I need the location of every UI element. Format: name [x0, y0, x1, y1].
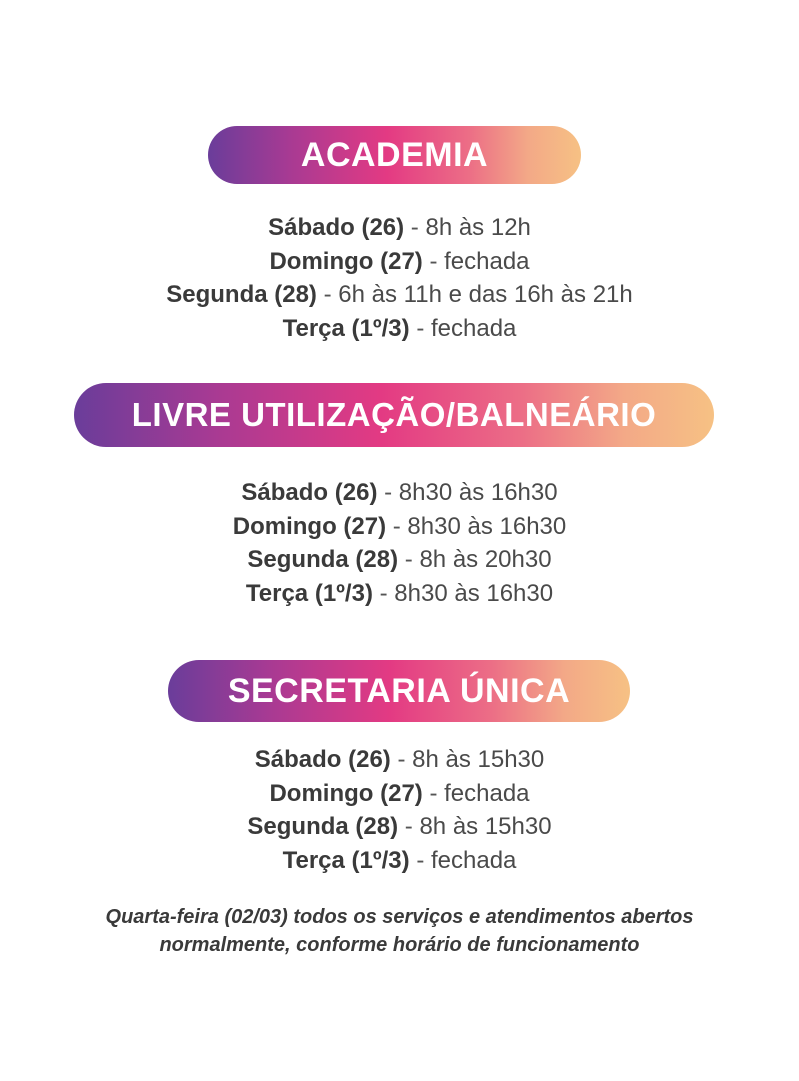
separator: - [323, 281, 332, 308]
day-label: Domingo (27) [232, 512, 387, 540]
separator: - [392, 512, 401, 540]
day-label: Domingo (27) [269, 779, 423, 807]
schedule-row [0, 245, 799, 279]
separator: - [410, 214, 419, 241]
schedule-row [0, 278, 799, 312]
time-value: 8h às 20h30 [419, 546, 552, 573]
day-label: Segunda (28) [247, 813, 399, 840]
time-value: 8h30 às 16h30 [394, 579, 554, 607]
schedule-row [0, 211, 799, 245]
time-value: 8h às 15h30 [412, 746, 545, 773]
time-value: fechada [444, 779, 530, 807]
day-label: Sábado (26) [254, 746, 391, 773]
time-value: fechada [444, 247, 530, 275]
academia-title: ACADEMIA [300, 135, 489, 174]
time-value: fechada [430, 846, 517, 874]
day-label: Terça (1º/3) [282, 846, 410, 874]
separator: - [429, 247, 438, 275]
day-label: Domingo (27) [269, 247, 423, 275]
schedule-row [0, 810, 799, 844]
footer-note-line-1: Quarta-feira (02/03) todos os serviços e atendimentos abertos [105, 906, 694, 928]
separator: - [416, 314, 425, 342]
time-value: 8h às 12h [425, 214, 531, 241]
separator: - [404, 546, 413, 573]
livre-utilizacao-schedule [0, 476, 799, 610]
separator: - [404, 813, 413, 840]
livre-utilizacao-title: LIVRE UTILIZAÇÃO/BALNEÁRIO [131, 396, 657, 433]
separator: - [384, 479, 393, 506]
day-label: Segunda (28) [166, 281, 317, 308]
schedule-row [0, 577, 799, 611]
academia-header [208, 126, 581, 184]
livre-utilizacao-header [74, 383, 714, 447]
time-value: 6h às 11h e das 16h às 21h [338, 281, 633, 308]
time-value: 8h às 15h30 [419, 813, 552, 840]
secretaria-unica-header [168, 660, 630, 722]
separator: - [429, 779, 438, 807]
day-label: Terça (1º/3) [282, 314, 410, 342]
day-label: Sábado (26) [268, 214, 405, 241]
day-label: Sábado (26) [241, 479, 378, 506]
day-label: Segunda (28) [247, 546, 399, 573]
schedule-row [0, 510, 799, 544]
day-label: Terça (1º/3) [245, 579, 373, 607]
separator: - [416, 846, 425, 874]
secretaria-unica-title: SECRETARIA ÚNICA [227, 671, 571, 710]
separator: - [397, 746, 406, 773]
secretaria-unica-schedule [0, 743, 799, 877]
schedule-row [0, 543, 799, 577]
schedule-row [0, 312, 799, 346]
footer-note [0, 903, 799, 959]
footer-note-line-2: normalmente, conforme horário de funcionamento [159, 934, 640, 956]
time-value: 8h30 às 16h30 [398, 479, 558, 506]
schedule-row [0, 476, 799, 510]
schedule-row [0, 777, 799, 811]
separator: - [379, 579, 388, 607]
schedule-row [0, 743, 799, 777]
schedule-row [0, 844, 799, 878]
academia-schedule [0, 211, 799, 345]
time-value: fechada [430, 314, 517, 342]
time-value: 8h30 às 16h30 [407, 512, 567, 540]
